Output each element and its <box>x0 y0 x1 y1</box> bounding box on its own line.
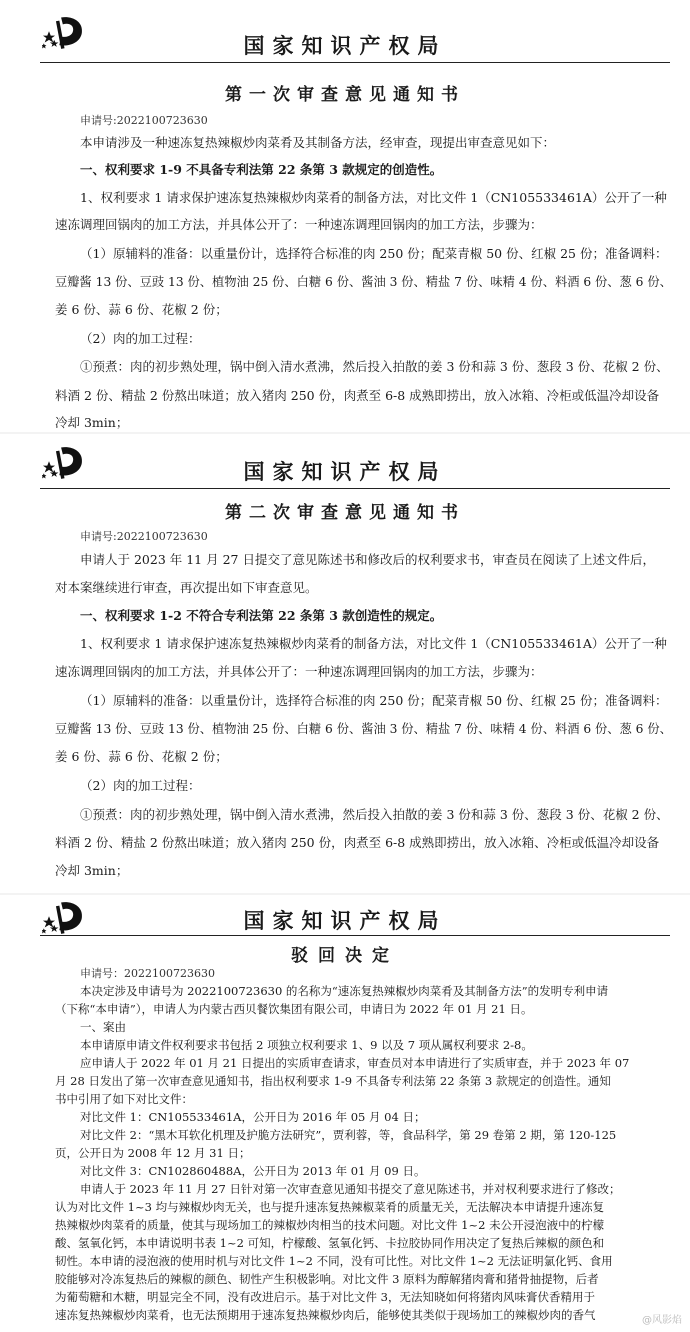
body-line: 1、权利要求 1 请求保护速冻复热辣椒炒肉菜肴的制备方法，对比文件 1（CN105533461A）公开了一种 <box>80 636 667 651</box>
body-line: 对比文件 2：“黑木耳软化机理及护脆方法研究”，贾利蓉，等，食品科学，第 29 卷第 2 期，第 120-125 <box>80 1128 617 1142</box>
application-number: 申请号：2022100723630 <box>80 967 215 980</box>
rejection-decision <box>0 897 690 1332</box>
intro-text: 对本案继续进行审查，再次提出如下审查意见。 <box>55 580 318 595</box>
body-line: （下称“本申请”），申请人为内蒙古西贝餐饮集团有限公司，申请日为 2022 年 01 月 21 日。 <box>55 1002 533 1016</box>
body-line: 料酒 2 份、精盐 2 份熬出味道；放入猪肉 250 份，肉煮至 6-8 成熟即捞出，放入冰箱、冷柜或低温冷却设备 <box>55 835 660 850</box>
body-line: 对比文件 1：CN105533461A，公开日为 2016 年 05 月 04 日； <box>80 1110 426 1124</box>
application-number: 申请号:2022100723630 <box>80 530 208 543</box>
body-line: 速冻复热辣椒炒肉菜肴，也无法预期用于速冻复热辣椒炒肉后，能够使其类似于现场加工的辣椒炒肉的香气 <box>55 1308 596 1322</box>
body-line: 韧性。本申请的浸泡液的使用时机与对比文件 1~2 不同，没有可比性。对比文件 1~2 无法证明氯化钙、食用 <box>55 1254 613 1268</box>
body-line: 认为对比文件 1~3 均与辣椒炒肉无关，也与提升速冻复热辣椒菜肴的质量无关，无法解决本申请提升速冻复 <box>55 1200 605 1214</box>
body-line: 为葡萄糖和木糖，明显完全不同，没有改进启示。基于对比文件 3，无法知晓如何将猪肉风味膏伏香精用于 <box>55 1290 595 1304</box>
header-rule <box>40 935 670 936</box>
body-line: 页，公开日为 2008 年 12 月 31 日； <box>55 1146 251 1160</box>
body-line: 书中引用了如下对比文件： <box>55 1092 193 1106</box>
body-line: 料酒 2 份、精盐 2 份熬出味道；放入猪肉 250 份，肉煮至 6-8 成熟即捞出，放入冰箱、冷柜或低温冷却设备 <box>55 388 660 403</box>
section-heading: 一、权利要求 1-2 不符合专利法第 22 条第 3 款创造性的规定。 <box>80 608 443 623</box>
body-line: （1）原辅料的准备：以重量份计，选择符合标准的肉 250 份；配菜青椒 50 份、红椒 25 份；准备调料： <box>80 246 668 261</box>
body-line: 胶能够对冷冻复热后的辣椒的颜色、韧性产生积极影响。对比文件 3 原料为醇解猪肉膏和猪骨抽提物，后者 <box>55 1272 599 1286</box>
body-line: 应申请人于 2022 年 01 月 21 日提出的实质审查请求，审查员对本申请进行了实质审查，并于 2023 年 07 <box>80 1056 630 1070</box>
body-line: ①预煮：肉的初步熟处理，锅中倒入清水煮沸，然后投入拍散的姜 3 份和蒜 3 份、葱段 3 份、花椒 2 份、 <box>80 359 669 374</box>
page-divider <box>0 432 690 434</box>
body-line: 豆瓣酱 13 份、豆豉 13 份、植物油 25 份、白糖 6 份、酱油 3 份、精盐 7 份、味精 4 份、料酒 6 份、葱 6 份、 <box>55 722 672 736</box>
body-line: 申请人于 2023 年 11 月 27 日针对第一次审查意见通知书提交了意见陈述书，并对权利要求进行了修改； <box>80 1182 621 1196</box>
office-name: 国家知识产权局 <box>243 908 447 933</box>
document-title: 第一次审查意见通知书 <box>225 85 465 105</box>
office-name: 国家知识产权局 <box>243 33 447 58</box>
header-rule <box>40 62 670 63</box>
body-line: ①预煮：肉的初步熟处理，锅中倒入清水煮沸，然后投入拍散的姜 3 份和蒜 3 份、葱段 3 份、花椒 2 份、 <box>80 807 669 822</box>
watermark-text: @风影焰 <box>642 1315 682 1326</box>
body-line: 姜 6 份、蒜 6 份、花椒 2 份； <box>55 302 228 317</box>
body-line: 冷却 3min； <box>55 415 129 430</box>
body-line: 速冻调理回锅肉的加工方法，并具体公开了：一种速冻调理回锅肉的加工方法，步骤为： <box>55 664 543 679</box>
page-divider <box>0 893 690 895</box>
body-line: （1）原辅料的准备：以重量份计，选择符合标准的肉 250 份；配菜青椒 50 份、红椒 25 份；准备调料： <box>80 693 668 708</box>
body-line: 对比文件 3：CN102860488A，公开日为 2013 年 01 月 09 日。 <box>80 1164 426 1178</box>
body-line: （2）肉的加工过程： <box>80 331 201 346</box>
body-line: 豆瓣酱 13 份、豆豉 13 份、植物油 25 份、白糖 6 份、酱油 3 份、精盐 7 份、味精 4 份、料酒 6 份、葱 6 份、 <box>55 275 672 289</box>
second-office-action <box>0 436 690 891</box>
body-line: 1、权利要求 1 请求保护速冻复热辣椒炒肉菜肴的制备方法，对比文件 1（CN105533461A）公开了一种 <box>80 190 667 205</box>
body-line: 本决定涉及申请号为 2022100723630 的名称为“速冻复热辣椒炒肉菜肴及其制备方法”的发明专利申请 <box>80 984 609 998</box>
body-line: 本申请原申请文件权利要求书包括 2 项独立权利要求 1、9 以及 7 项从属权利要求 2-8。 <box>80 1038 533 1052</box>
body-line: 一、案由 <box>80 1020 126 1034</box>
header-rule <box>40 488 670 489</box>
document-title: 驳回决定 <box>291 946 399 966</box>
application-number: 申请号:2022100723630 <box>80 114 208 127</box>
body-line: 酸、氢氧化钙，本申请说明书表 1~2 可知，柠檬酸、氢氧化钙、卡拉胶协同作用决定了复热后辣椒的颜色和 <box>55 1236 605 1250</box>
body-line: 姜 6 份、蒜 6 份、花椒 2 份； <box>55 749 228 764</box>
first-office-action <box>0 0 690 430</box>
document-title: 第二次审查意见通知书 <box>225 503 465 523</box>
section-heading: 一、权利要求 1-9 不具备专利法第 22 条第 3 款规定的创造性。 <box>80 162 443 177</box>
body-line: 月 28 日发出了第一次审查意见通知书，指出权利要求 1-9 不具备专利法第 22 条第 3 款规定的创造性。通知 <box>55 1074 611 1088</box>
intro-text: 申请人于 2023 年 11 月 27 日提交了意见陈述书和修改后的权利要求书，审查员在阅读了上述文件后， <box>80 552 655 567</box>
body-line: 冷却 3min； <box>55 863 129 878</box>
body-line: 速冻调理回锅肉的加工方法，并具体公开了：一种速冻调理回锅肉的加工方法，步骤为： <box>55 217 543 232</box>
body-line: （2）肉的加工过程： <box>80 778 201 793</box>
office-name: 国家知识产权局 <box>243 459 447 484</box>
intro-text: 本申请涉及一种速冻复热辣椒炒肉菜肴及其制备方法，经审查，现提出审查意见如下： <box>80 135 556 150</box>
body-line: 热辣椒炒肉菜肴的质量，使其与现场加工的辣椒炒肉相当的技术问题。对比文件 1~2 未公开浸泡液中的柠檬 <box>55 1218 605 1232</box>
